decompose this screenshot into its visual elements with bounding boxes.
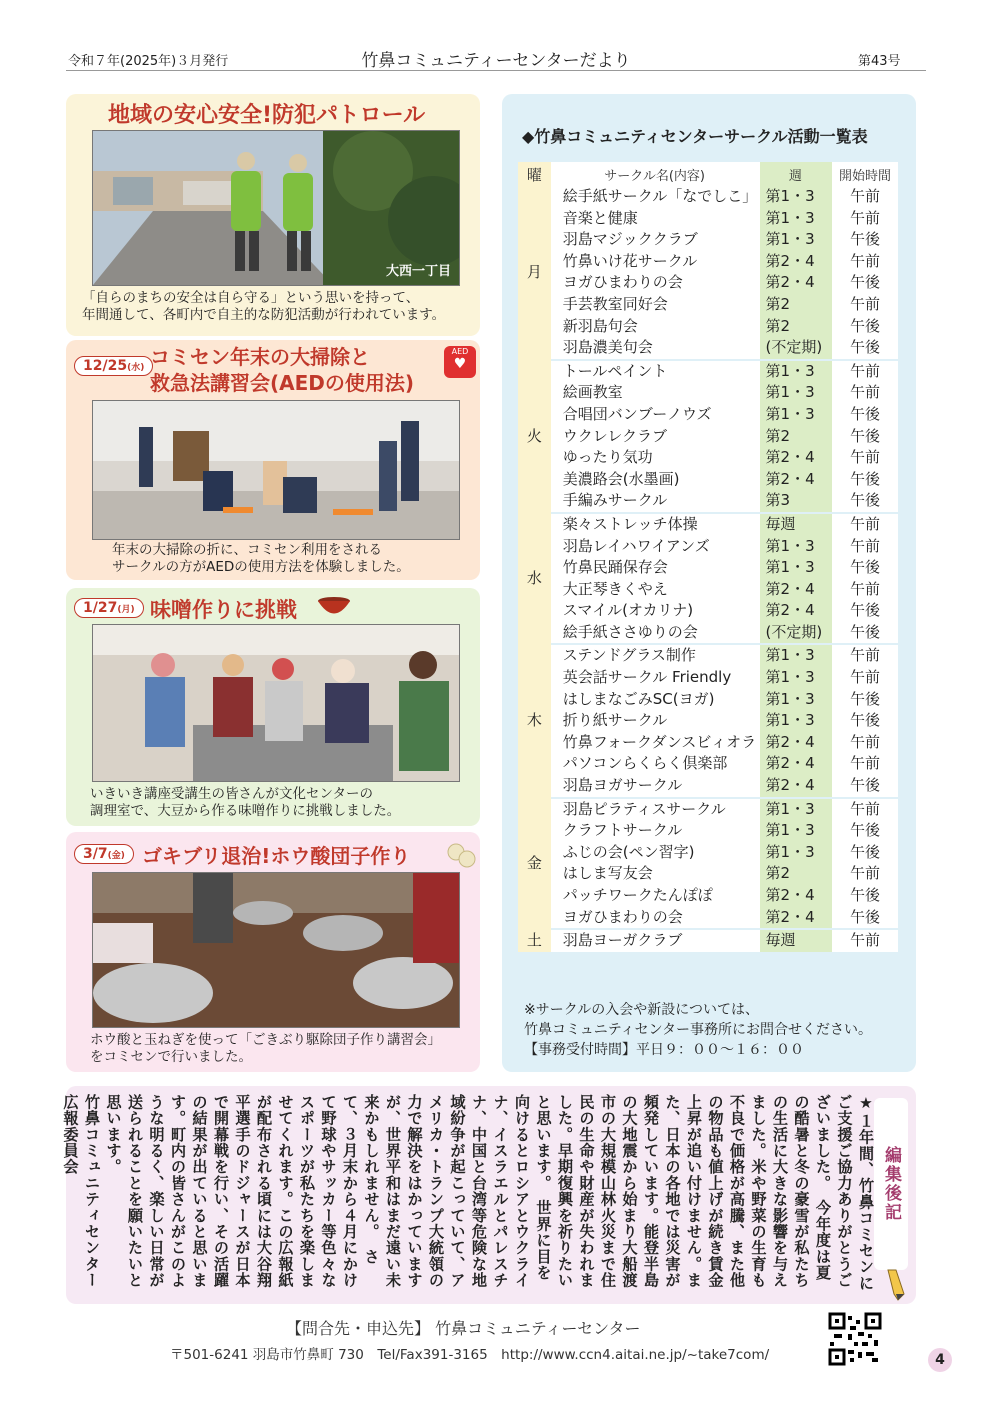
week-cell: 第2・4 (760, 272, 833, 294)
circle-name-cell: 手芸教室同好会 (551, 294, 760, 316)
week-cell: 第1・3 (760, 186, 833, 208)
col-header-week: 週 (760, 162, 833, 186)
event-date-badge: 3/7(金) (74, 844, 134, 864)
table-row (518, 579, 898, 601)
week-cell: 第2・4 (760, 600, 833, 622)
week-cell: 第1・3 (760, 208, 833, 230)
day-of-week-cell: 金 (518, 798, 551, 930)
start-time-cell: 午後 (832, 337, 898, 360)
circle-name-cell: 音楽と健康 (551, 208, 760, 230)
circle-name-cell: 羽島レイハワイアンズ (551, 536, 760, 558)
start-time-cell: 午前 (832, 798, 898, 821)
day-of-week-cell: 月 (518, 186, 551, 360)
week-cell: 第2・4 (760, 732, 833, 754)
week-cell: 第1・3 (760, 710, 833, 732)
table-row (518, 229, 898, 251)
article-title: ゴキブリ退治!ホウ酸団子作り (142, 844, 411, 868)
week-cell: 第2 (760, 863, 833, 885)
photo-location-label: 大西一丁目 (385, 264, 451, 279)
week-cell: 第2・4 (760, 469, 833, 491)
circle-name-cell: 竹鼻いけ花サークル (551, 251, 760, 273)
week-cell: 第2・4 (760, 907, 833, 930)
week-cell: 第1・3 (760, 644, 833, 667)
article-caption-line: 年間通して、各町内で自主的な防犯活動が行われています。 (82, 307, 446, 323)
table-row (518, 337, 898, 360)
table-header-row (518, 162, 898, 186)
circle-name-cell: 折り紙サークル (551, 710, 760, 732)
week-cell: (不定期) (760, 337, 833, 360)
circle-name-cell: クラフトサークル (551, 820, 760, 842)
circle-name-cell: 羽島濃美句会 (551, 337, 760, 360)
circle-name-cell: 絵手紙ささゆりの会 (551, 622, 760, 645)
event-date-badge: 12/25(水) (74, 356, 153, 376)
week-cell: 第3 (760, 490, 833, 513)
dumpling-photo (92, 872, 460, 1028)
week-cell: 第2・4 (760, 447, 833, 469)
week-cell: 第2・4 (760, 775, 833, 798)
start-time-cell: 午後 (832, 557, 898, 579)
circle-name-cell: パッチワークたんぽぽ (551, 885, 760, 907)
table-row (518, 251, 898, 273)
week-cell: 第2 (760, 294, 833, 316)
article-caption-line: 「自らのまちの安全は自ら守る」という思いを持って、 (82, 290, 420, 306)
circle-name-cell: 絵手紙サークル「なでしこ」 (551, 186, 760, 208)
week-cell: 第1・3 (760, 842, 833, 864)
table-row (518, 600, 898, 622)
week-cell: (不定期) (760, 622, 833, 645)
start-time-cell: 午後 (832, 426, 898, 448)
start-time-cell: 午前 (832, 929, 898, 953)
start-time-cell: 午後 (832, 600, 898, 622)
page-number: 4 (928, 1348, 952, 1372)
week-cell: 第1・3 (760, 360, 833, 383)
article-title: 地域の安心安全!防犯パトロール (108, 103, 426, 128)
circle-table-notes: ※サークルの入会や新設については、 竹鼻コミュニティセンター事務所にお問合せください。 【事務受付時間】平日９：００～１６：００ (524, 1002, 873, 1058)
week-cell: 第1・3 (760, 557, 833, 579)
editorial-text (61, 1094, 876, 1294)
circle-name-cell: ヨガひまわりの会 (551, 907, 760, 930)
qr-code-icon[interactable] (828, 1312, 882, 1366)
table-row (518, 753, 898, 775)
start-time-cell: 午前 (832, 251, 898, 273)
col-header-time: 開始時間 (832, 162, 898, 186)
week-cell: 第1・3 (760, 404, 833, 426)
circle-name-cell: スマイル(オカリナ) (551, 600, 760, 622)
table-row (518, 316, 898, 338)
table-row (518, 667, 898, 689)
start-time-cell: 午後 (832, 469, 898, 491)
table-row (518, 382, 898, 404)
week-cell: 第1・3 (760, 229, 833, 251)
article-caption-line: ホウ酸と玉ねぎを使って「ごきぶり駆除団子作り講習会」 (90, 1032, 441, 1048)
cleaning-photo (92, 400, 460, 540)
start-time-cell: 午前 (832, 186, 898, 208)
start-time-cell: 午前 (832, 513, 898, 536)
start-time-cell: 午後 (832, 404, 898, 426)
table-row (518, 732, 898, 754)
day-of-week-cell: 水 (518, 513, 551, 645)
start-time-cell: 午後 (832, 622, 898, 645)
start-time-cell: 午後 (832, 490, 898, 513)
circle-name-cell: 合唱団バンブーノウズ (551, 404, 760, 426)
table-row (518, 689, 898, 711)
start-time-cell: 午後 (832, 907, 898, 930)
article-title: 味噌作りに挑戦 (150, 598, 297, 622)
table-row (518, 447, 898, 469)
table-row (518, 360, 898, 383)
day-of-week-cell: 火 (518, 360, 551, 513)
article-year-end-cleaning (66, 340, 480, 580)
start-time-cell: 午前 (832, 863, 898, 885)
table-row (518, 557, 898, 579)
issue-number: 第43号 (858, 54, 901, 69)
start-time-cell: 午後 (832, 775, 898, 798)
circle-activity-table (518, 162, 898, 954)
table-row (518, 404, 898, 426)
article-caption-line: 年末の大掃除の折に、コミセン利用をされる (112, 542, 382, 558)
col-header-day: 曜 (518, 162, 551, 186)
week-cell: 第1・3 (760, 382, 833, 404)
day-of-week-cell: 土 (518, 929, 551, 953)
circle-name-cell: 手編みサークル (551, 490, 760, 513)
editorial-signature: 竹鼻コミュニティセンター広報委員会 (61, 1094, 101, 1289)
start-time-cell: 午後 (832, 316, 898, 338)
circle-name-cell: ヨガひまわりの会 (551, 272, 760, 294)
table-row (518, 775, 898, 798)
circle-name-cell: 絵画教室 (551, 382, 760, 404)
article-caption-line: いきいき講座受講生の皆さんが文化センターの (90, 786, 373, 802)
article-boric-acid-dumpling (66, 832, 480, 1072)
start-time-cell: 午後 (832, 885, 898, 907)
circle-name-cell: はしま写友会 (551, 863, 760, 885)
aed-icon: AED ♥ (444, 346, 476, 378)
start-time-cell: 午後 (832, 229, 898, 251)
table-row (518, 272, 898, 294)
week-cell: 第1・3 (760, 820, 833, 842)
day-of-week-cell: 木 (518, 644, 551, 797)
start-time-cell: 午前 (832, 753, 898, 775)
miso-photo (92, 624, 460, 782)
dumpling-icon (446, 842, 476, 868)
table-row (518, 622, 898, 645)
table-row (518, 842, 898, 864)
week-cell: 毎週 (760, 513, 833, 536)
miso-bowl-icon (316, 596, 352, 618)
pencil-icon (884, 1268, 908, 1302)
week-cell: 第2 (760, 426, 833, 448)
week-cell: 第2・4 (760, 579, 833, 601)
circle-name-cell: 新羽島句会 (551, 316, 760, 338)
contact-label: 【問合先・申込先】 竹鼻コミュニティーセンター (286, 1319, 641, 1338)
table-row (518, 186, 898, 208)
table-row (518, 294, 898, 316)
circle-name-cell: 竹鼻フォークダンスビィオラ (551, 732, 760, 754)
week-cell: 第1・3 (760, 689, 833, 711)
start-time-cell: 午後 (832, 842, 898, 864)
circle-name-cell: ふじの会(ペン習字) (551, 842, 760, 864)
week-cell: 第1・3 (760, 667, 833, 689)
circle-table-title: ◆竹鼻コミュニティセンターサークル活動一覧表 (522, 127, 868, 146)
week-cell: 第2 (760, 316, 833, 338)
table-row (518, 426, 898, 448)
start-time-cell: 午前 (832, 294, 898, 316)
circle-name-cell: 英会話サークル Friendly (551, 667, 760, 689)
table-row (518, 208, 898, 230)
table-row (518, 929, 898, 953)
start-time-cell: 午前 (832, 208, 898, 230)
table-row (518, 536, 898, 558)
issue-date: 令和７年(2025年)３月発行 (68, 54, 229, 69)
circle-name-cell: 竹鼻民踊保存会 (551, 557, 760, 579)
patrol-photo (92, 130, 460, 286)
start-time-cell: 午前 (832, 667, 898, 689)
circle-name-cell: ステンドグラス制作 (551, 644, 760, 667)
week-cell: 毎週 (760, 929, 833, 953)
week-cell: 第1・3 (760, 536, 833, 558)
start-time-cell: 午後 (832, 710, 898, 732)
table-row (518, 907, 898, 930)
table-row (518, 644, 898, 667)
circle-name-cell: はしまなごみSC(ヨガ) (551, 689, 760, 711)
start-time-cell: 午前 (832, 732, 898, 754)
circle-name-cell: 大正琴きくやえ (551, 579, 760, 601)
article-crime-patrol (66, 94, 480, 336)
start-time-cell: 午前 (832, 644, 898, 667)
start-time-cell: 午後 (832, 272, 898, 294)
week-cell: 第2・4 (760, 885, 833, 907)
table-row (518, 885, 898, 907)
start-time-cell: 午後 (832, 820, 898, 842)
start-time-cell: 午前 (832, 579, 898, 601)
start-time-cell: 午前 (832, 447, 898, 469)
circle-name-cell: 羽島マジッククラブ (551, 229, 760, 251)
week-cell: 第2・4 (760, 251, 833, 273)
table-row (518, 863, 898, 885)
article-caption-line: 調理室で、大豆から作る味噌作りに挑戦しました。 (90, 803, 401, 819)
article-miso-making (66, 588, 480, 826)
editorial-body: ★１年間、竹鼻コミセンにご支援ご協力ありがとうございました。 今年度は夏の酷暑と冬の豪雪が私たちの生活に大きな影響を与えました。米や野菜の生育も不良で価格が高騰、また他の物品も値上げが続き賃金上昇が追い付けません。また、日本の各地では災害が頻発しています。能登半島の大地震から始まり大船渡市の大規模山林火災まで住民の生命や財産が失われました。早期復興を祈りたいと思います。 世界に目を向けるとロシアとウクライナ、イスラエルとパレスチナ、中国と台湾等危険な地域紛争が起こっていて、アメリカ・トランプ大統領の力で解決をはかっていますが、世界平和はまだ遠い未来かもしれません。 さて、３月末から４月にかけて野球やサッカー等色々なスポーツが私たちを楽しませてくれます。この広報紙が配布される頃には大谷翔平選手のドジャースが日本で開幕戦を行い、その活躍の結果が出ていると思います。町内の皆さんがこのような明るく、楽しい日常が送られることを願いたいと思います。 (104, 1094, 875, 1292)
circle-name-cell: 美濃路会(水墨画) (551, 469, 760, 491)
event-date-badge: 1/27(月) (74, 598, 144, 618)
editorial-heading: 編集後記 (874, 1098, 908, 1270)
circle-name-cell: 楽々ストレッチ体操 (551, 513, 760, 536)
circle-name-cell: 羽島ヨーガクラブ (551, 929, 760, 953)
start-time-cell: 午前 (832, 382, 898, 404)
table-row (518, 490, 898, 513)
start-time-cell: 午前 (832, 360, 898, 383)
circle-name-cell: ゆったり気功 (551, 447, 760, 469)
start-time-cell: 午後 (832, 689, 898, 711)
circle-name-cell: パソコンらくらく倶楽部 (551, 753, 760, 775)
circle-name-cell: ウクレレクラブ (551, 426, 760, 448)
contact-address[interactable]: 〒501-6241 羽島市竹鼻町 730 Tel/Fax391-3165 http://www.ccn4.aitai.ne.jp/~take7com/ (170, 1347, 770, 1363)
start-time-cell: 午前 (832, 536, 898, 558)
newsletter-title: 竹鼻コミュニティーセンターだより (361, 51, 631, 71)
col-header-name: サークル名(内容) (551, 162, 760, 186)
week-cell: 第1・3 (760, 798, 833, 821)
circle-name-cell: 羽島ピラティスサークル (551, 798, 760, 821)
week-cell: 第2・4 (760, 753, 833, 775)
article-caption-line: をコミセンで行いました。 (90, 1049, 252, 1065)
circle-name-cell: 羽島ヨガサークル (551, 775, 760, 798)
header-divider (66, 70, 926, 71)
table-row (518, 513, 898, 536)
table-row (518, 710, 898, 732)
table-row (518, 798, 898, 821)
article-title: コミセン年末の大掃除と 救急法講習会(AEDの使用法) (150, 345, 415, 395)
article-caption-line: サークルの方がAEDの使用方法を体験しました。 (112, 559, 410, 575)
table-row (518, 469, 898, 491)
table-row (518, 820, 898, 842)
circle-name-cell: トールペイント (551, 360, 760, 383)
